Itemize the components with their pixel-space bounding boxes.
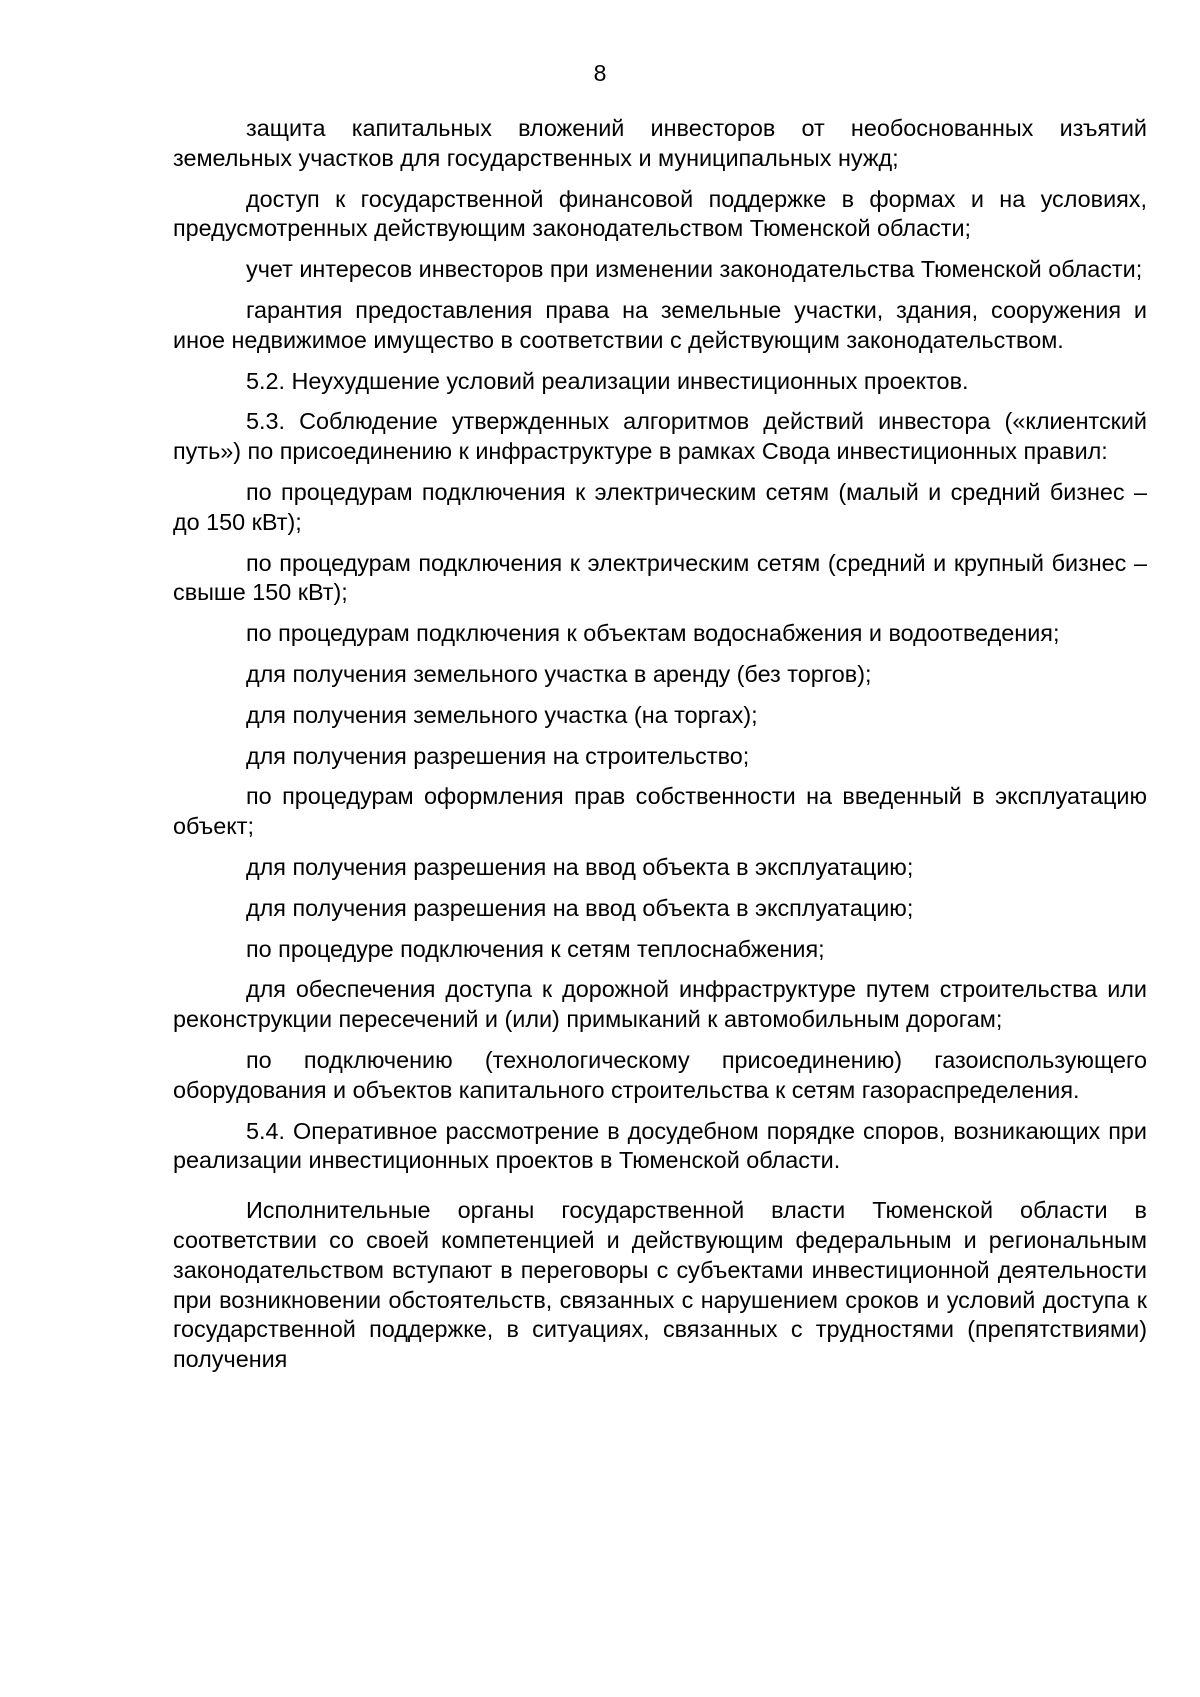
paragraph: 5.3. Соблюдение утвержденных алгоритмов действий инвестора («клиентский путь») по присоединению к инфраструктуре в рамках Свода инвестиционных правил:	[173, 408, 1147, 465]
paragraph: учет интересов инвесторов при изменении законодательства Тюменской области;	[246, 256, 1143, 283]
paragraph: для обеспечения доступа к дорожной инфраструктуре путем строительства или реконструкции пересечений и (или) примыканий к автомобильным дорогам;	[173, 976, 1147, 1033]
paragraph: по процедурам подключения к электрическим сетям (малый и средний бизнес – до 150 кВт);	[173, 478, 1147, 535]
paragraph: 5.2. Неухудшение условий реализации инвестиционных проектов.	[246, 367, 969, 394]
paragraph: по процедурам подключения к электрическим сетям (средний и крупный бизнес – свыше 150 кВт);	[173, 549, 1147, 606]
paragraph: защита капитальных вложений инвесторов от необоснованных изъятий земельных участков для государственных и муниципальных нужд;	[173, 115, 1147, 171]
paragraph: для получения разрешения на ввод объекта в эксплуатацию;	[246, 853, 914, 880]
paragraph: для получения разрешения на строительство;	[246, 742, 750, 769]
paragraph: для получения земельного участка в аренду (без торгов);	[246, 660, 872, 687]
paragraph: 5.4. Оперативное рассмотрение в досудебном порядке споров, возникающих при реализации инвестиционных проектов в Тюменской области.	[173, 1117, 1147, 1174]
paragraph: для получения земельного участка (на торгах);	[246, 701, 758, 728]
paragraph: по процедурам подключения к объектам водоснабжения и водоотведения;	[246, 620, 1060, 647]
paragraph: по подключению (технологическому присоединению) газоиспользующего оборудования и объектов капитального строительства к сетям газораспределения.	[173, 1046, 1147, 1103]
paragraph: Исполнительные органы государственной власти Тюменской области в соответствии со своей компетенцией и действующим федеральным и региональным законодательством вступают в переговоры с субъектами инвестиционной деятельности при возникновении обстоятельств, связанных с нарушением сроков и условий доступа к государственной поддержке, в ситуациях, связанных с трудностями (препятствиями) получения	[173, 1197, 1147, 1373]
paragraph: гарантия предоставления права на земельные участки, здания, сооружения и иное недвижимое имущество в соответствии с действующим законодательством.	[173, 296, 1147, 353]
document-body	[173, 114, 1147, 1386]
paragraph: по процедуре подключения к сетям теплоснабжения;	[246, 935, 825, 962]
paragraph: по процедурам оформления прав собственности на введенный в эксплуатацию объект;	[173, 783, 1147, 840]
paragraph: для получения разрешения на ввод объекта в эксплуатацию;	[246, 894, 914, 921]
page-number: 8	[593, 60, 607, 86]
paragraph: доступ к государственной финансовой поддержке в формах и на условиях, предусмотренных действующим законодательством Тюменской области;	[173, 185, 1147, 242]
